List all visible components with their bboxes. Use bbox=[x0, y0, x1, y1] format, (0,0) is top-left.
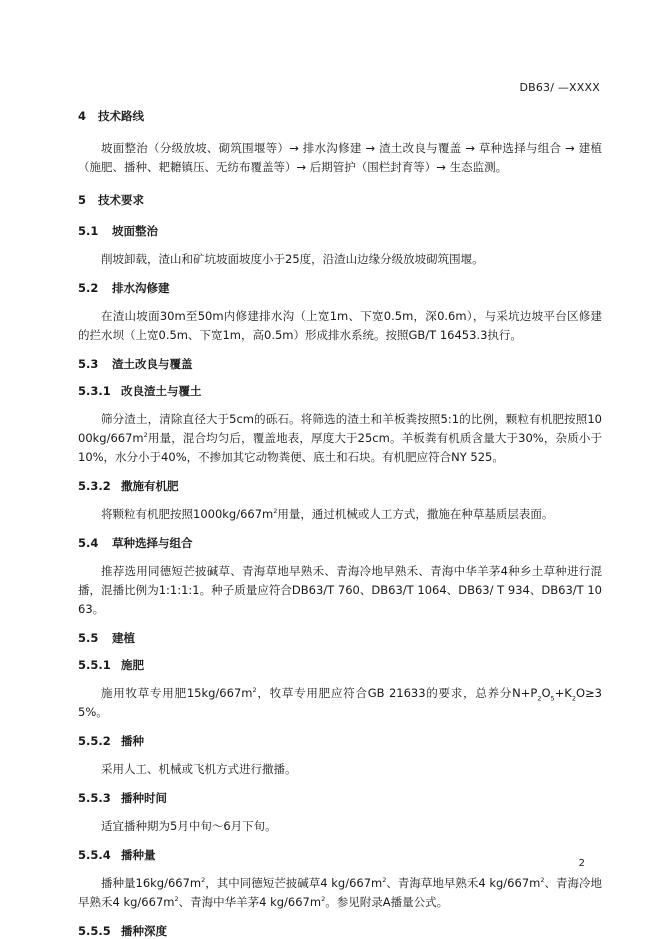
slope-treatment-paragraph: 削坡卸载，渣山和矿坑坡面坡度小于25度，沿渣山边缘分级放坡砌筑围堰。 bbox=[101, 252, 484, 266]
section-title: 播种 bbox=[121, 734, 144, 748]
text-run: 、青海冷地早熟禾4 kg/667m bbox=[78, 876, 602, 909]
subscript: 2 bbox=[537, 694, 542, 703]
section-4-heading bbox=[78, 108, 602, 124]
text-run: ，其中同德短芒披碱草4 kg/667m bbox=[205, 876, 383, 890]
superscript: 2 bbox=[382, 876, 387, 885]
text-run: 用量，混合均匀后，覆盖地表，厚度大于25cm。羊板粪有机质含量大于30%，杂质小于10%，水分小于40%，不掺加其它动物粪便、底土和石块。有机肥应符合NY 525。 bbox=[78, 431, 602, 464]
subscript: 5 bbox=[550, 694, 555, 703]
section-5-5-4-heading bbox=[78, 847, 602, 863]
text-run: 。参见附录A播量公式。 bbox=[325, 895, 449, 909]
text-run: +K bbox=[554, 686, 572, 700]
section-title: 播种深度 bbox=[121, 924, 167, 938]
section-number: 5.5.1 bbox=[78, 658, 111, 672]
superscript: 2 bbox=[540, 876, 545, 885]
fertilization-paragraph bbox=[78, 684, 602, 722]
sowing-time-paragraph: 适宜播种期为5月中旬～6月下旬。 bbox=[101, 819, 277, 833]
document-body bbox=[78, 108, 602, 939]
superscript: 2 bbox=[321, 895, 326, 904]
superscript: 2 bbox=[252, 686, 257, 695]
section-title: 施肥 bbox=[121, 658, 144, 672]
section-number: 4 bbox=[78, 109, 87, 123]
text-run: 筛分渣土，清除直径大于5cm的砾石。将筛选的渣土和羊板粪按照5:1的比例，颗粒有机肥按照1000kg/667m bbox=[78, 412, 602, 445]
text-run: 将颗粒有机肥按照1000kg/667m bbox=[101, 507, 274, 521]
section-number: 5.2 bbox=[78, 281, 99, 295]
text-run: ，牧草专用肥应符合GB 21633的要求，总养分N+P bbox=[256, 686, 538, 700]
section-title: 播种量 bbox=[121, 848, 156, 862]
section-title: 技术要求 bbox=[98, 193, 144, 207]
drainage-paragraph: 在渣山坡面30m至50m内修建排水沟（上宽1m、下宽0.5m，深0.6m），与采坑边坡平台区修建的拦水坝（上宽0.5m、下宽1m，高0.5m）形成排水系统。按照GB/T 16453.3执行。 bbox=[78, 309, 602, 342]
section-number: 5.5 bbox=[78, 631, 99, 645]
section-number: 5.3.2 bbox=[78, 479, 111, 493]
section-5-3-heading bbox=[78, 356, 602, 372]
section-5-5-1-heading bbox=[78, 657, 602, 673]
section-number: 5 bbox=[78, 193, 87, 207]
section-title: 播种时间 bbox=[121, 791, 167, 805]
section-number: 5.5.5 bbox=[78, 924, 111, 938]
soil-improvement-paragraph bbox=[78, 410, 602, 467]
text-run: 施用牧草专用肥15kg/667m bbox=[101, 686, 253, 700]
section-title: 撒施有机肥 bbox=[121, 479, 179, 493]
section-number: 5.3.1 bbox=[78, 384, 111, 398]
section-number: 5.4 bbox=[78, 536, 99, 550]
section-number: 5.1 bbox=[78, 224, 99, 238]
text-run: 播种量16kg/667m bbox=[101, 876, 202, 890]
section-title: 渣土改良与覆盖 bbox=[112, 357, 193, 371]
section-5-5-3-heading bbox=[78, 790, 602, 806]
section-title: 坡面整治 bbox=[112, 224, 158, 238]
section-title: 排水沟修建 bbox=[112, 281, 170, 295]
section-5-3-1-heading bbox=[78, 383, 602, 399]
section-5-2-heading bbox=[78, 280, 602, 296]
section-5-5-2-heading bbox=[78, 733, 602, 749]
text-run: O≥35%。 bbox=[78, 686, 602, 719]
text-run: 、青海草地早熟禾4 kg/667m bbox=[386, 876, 541, 890]
subscript: 2 bbox=[571, 694, 576, 703]
text-run: O bbox=[541, 686, 551, 700]
section-number: 5.3 bbox=[78, 357, 99, 371]
section-5-3-2-heading bbox=[78, 478, 602, 494]
section-5-heading bbox=[78, 192, 602, 208]
document-code: DB63/ —XXXX bbox=[519, 81, 600, 94]
seeding-rate-paragraph bbox=[78, 874, 602, 912]
text-run: 、青海中华羊茅4 kg/667m bbox=[178, 895, 322, 909]
superscript: 2 bbox=[201, 876, 206, 885]
superscript: 2 bbox=[143, 431, 148, 440]
section-title: 技术路线 bbox=[98, 109, 144, 123]
organic-fertilizer-paragraph bbox=[78, 505, 602, 524]
section-5-5-5-heading bbox=[78, 923, 602, 939]
section-title: 草种选择与组合 bbox=[112, 536, 193, 550]
page-number: 2 bbox=[578, 858, 585, 869]
section-5-1-heading bbox=[78, 223, 602, 239]
tech-route-paragraph: 坡面整治（分级放坡、砌筑围堰等）→ 排水沟修建 → 渣土改良与覆盖 → 草种选择与组合 → 建植（施肥、播种、耙耱镇压、无纺布覆盖等）→ 后期管护（围栏封育等）→ 生态监测。 bbox=[78, 141, 602, 174]
section-title: 改良渣土与覆土 bbox=[121, 384, 202, 398]
section-number: 5.5.2 bbox=[78, 734, 111, 748]
section-number: 5.5.4 bbox=[78, 848, 111, 862]
superscript: 2 bbox=[273, 507, 278, 516]
superscript: 2 bbox=[174, 895, 179, 904]
section-title: 建植 bbox=[112, 631, 135, 645]
section-number: 5.5.3 bbox=[78, 791, 111, 805]
text-run: 用量，通过机械或人工方式，撒施在种草基质层表面。 bbox=[277, 507, 554, 521]
sowing-paragraph: 采用人工、机械或飞机方式进行撒播。 bbox=[101, 762, 297, 776]
grass-selection-paragraph: 推荐选用同德短芒披碱草、青海草地早熟禾、青海冷地早熟禾、青海中华羊茅4种乡土草种进行混播，混播比例为1:1:1:1。种子质量应符合DB63/T 760、DB63/T 1064、DB63/ T 934、DB63/T 1063。 bbox=[78, 564, 602, 616]
section-5-5-heading bbox=[78, 630, 602, 646]
section-5-4-heading bbox=[78, 535, 602, 551]
